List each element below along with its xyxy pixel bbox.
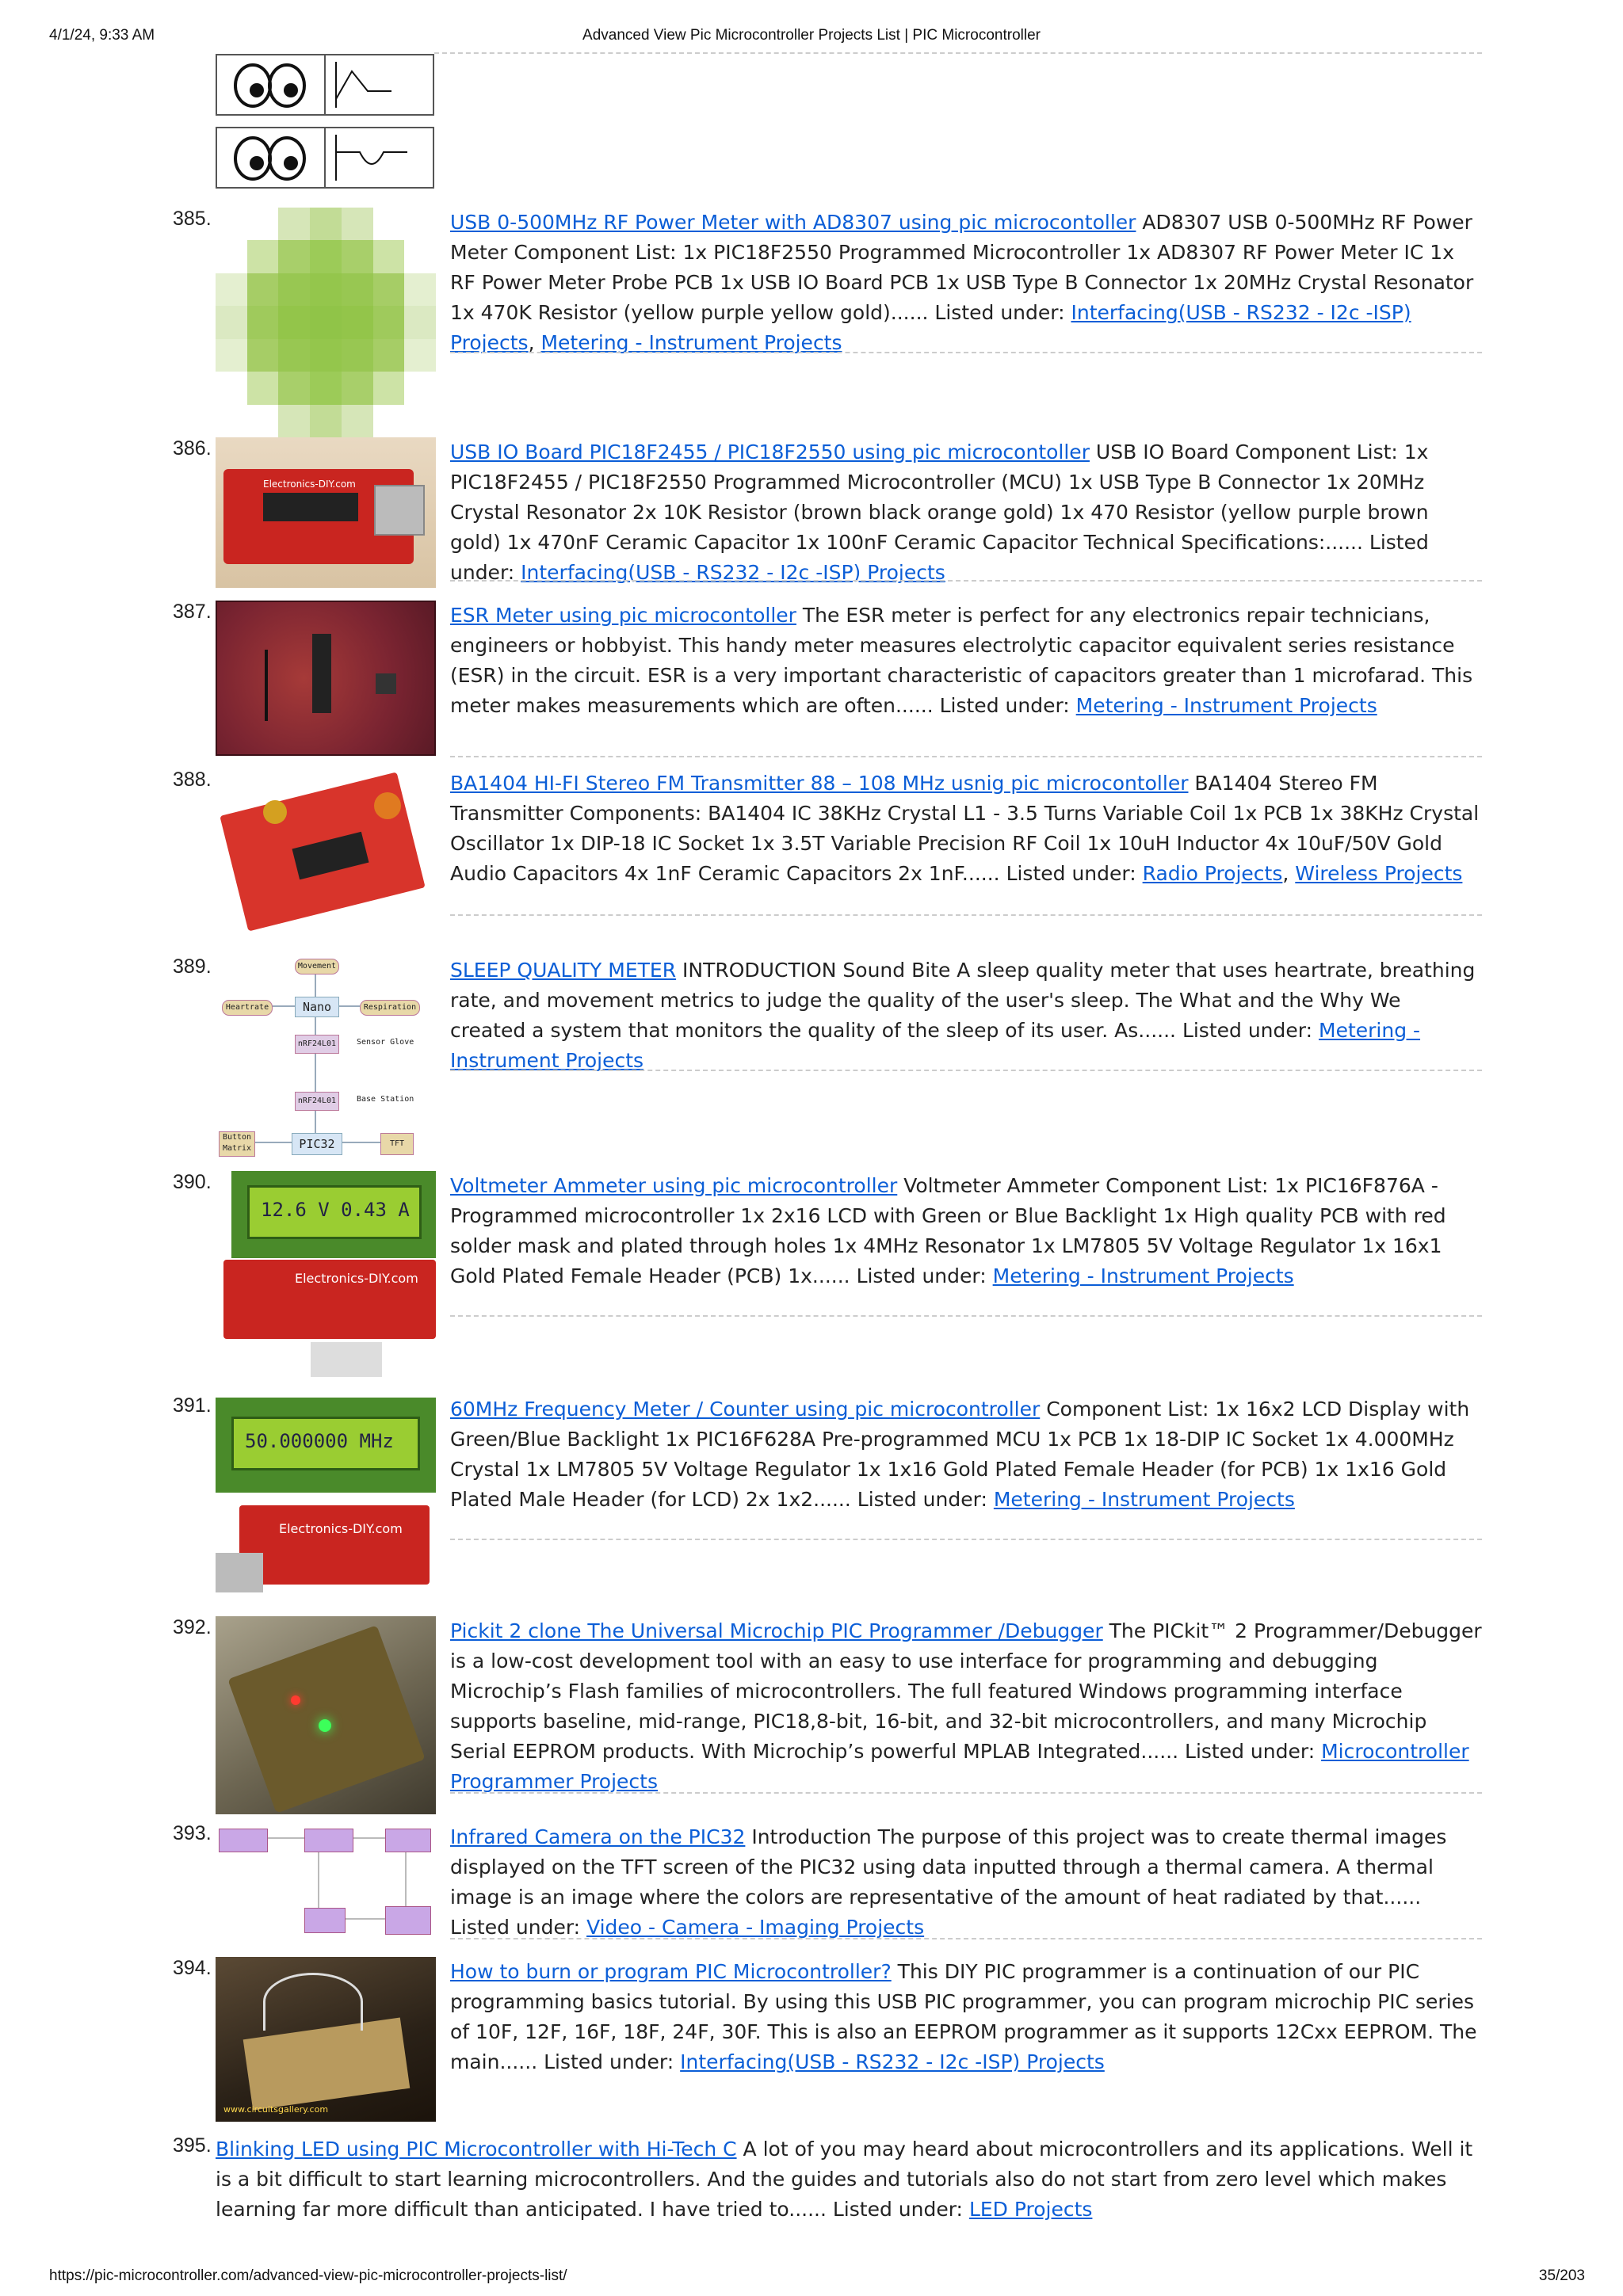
listed-label: Listed under: xyxy=(934,301,1065,324)
item-number: 390. xyxy=(173,1171,212,1193)
item-number: 395. xyxy=(173,2134,212,2157)
item-title-link[interactable]: ESR Meter using pic microcontoller xyxy=(450,604,796,627)
diagram-node: nRF24L01 xyxy=(295,1035,339,1054)
item-title-link[interactable]: Infrared Camera on the PIC32 xyxy=(450,1825,746,1848)
item-description: USB IO Board Component List: 1x PIC18F2455 / PIC18F2550 Programmed Microcontroller (MCU) 1x USB Type B Connector 1x 20MHz Crystal Resonator 2x 10K Resistor (brown black orange gold) 1x 470 Resistor (yellow purple brown gold) 1x 470nF Ceramic Capacitor 1x 100nF Ceramic Capacitor Technical Specifications:...... xyxy=(450,441,1429,554)
category-link[interactable]: Metering - Instrument Projects xyxy=(450,1019,1421,1072)
diagram-node: nRF24L01 xyxy=(295,1092,339,1111)
thumbnail-caption: Electronics-DIY.com xyxy=(279,1521,403,1536)
separator xyxy=(450,580,1482,582)
item-title-link[interactable]: Pickit 2 clone The Universal Microchip PIC Programmer /Debugger xyxy=(450,1619,1103,1642)
eye-graph-figure-2 xyxy=(216,127,434,189)
listed-label: Listed under: xyxy=(832,2198,963,2221)
item-description: A lot of you may heard about microcontrollers and its applications. Well it is a bit difficult to start learning microcontrollers. And the guides and tutorials also do not start from zero level which makes learning far more difficult than anticipated. I have tried to...... xyxy=(216,2138,1473,2221)
item-text: USB 0-500MHz RF Power Meter with AD8307 using pic microcontoller AD8307 USB 0-500MHz RF Power Meter Component List: 1x PIC18F2550 Programmed Microcontroller 1x AD8307 RF Power Meter IC 1x RF Power Meter Probe PCB 1x USB IO Board PCB 1x USB Type B Connector 1x 20MHz Crystal Resonator 1x 470K Resistor (yellow purple yellow gold)...... Listed under: Interfacing(USB - RS232 - I2c -ISP) Projects, Metering - Instrument Projects xyxy=(450,211,1474,354)
thumbnail-thermal-block-diagram[interactable] xyxy=(216,1822,436,1951)
separator xyxy=(450,1938,1482,1939)
item-number: 389. xyxy=(173,955,212,978)
project-item-393 xyxy=(173,1822,1482,1951)
thumbnail-esr-board[interactable] xyxy=(216,601,436,756)
listed-label: Listed under: xyxy=(1182,1019,1313,1042)
separator xyxy=(450,914,1482,916)
item-text xyxy=(450,1822,1482,1943)
category-link[interactable]: Metering - Instrument Projects xyxy=(1075,694,1377,717)
print-datetime: 4/1/24, 9:33 AM xyxy=(49,27,155,44)
thumbnail-usb-board[interactable] xyxy=(216,437,436,588)
item-title-link[interactable]: USB IO Board PIC18F2455 / PIC18F2550 using pic microcontoller xyxy=(450,441,1090,463)
item-description: This DIY PIC programmer is a continuation of our PIC programming basics tutorial. By using this USB PIC programmer, you can program microchip PIC series of 10F, 12F, 16F, 18F, 24F, 30F. This is also an EEPROM programmer as it supports 12Cxx EEPROM. The main...... xyxy=(450,1960,1477,2073)
separator xyxy=(450,352,1482,353)
category-link[interactable]: Interfacing(USB - RS232 - I2c -ISP) Projects xyxy=(521,561,945,584)
eye-graph-figure-1 xyxy=(216,54,434,116)
thumbnail-caption: Electronics-DIY.com xyxy=(263,479,356,490)
listed-label: Listed under: xyxy=(1185,1740,1316,1763)
diagram-node: TFT xyxy=(380,1133,414,1155)
thumbnail-blurred[interactable] xyxy=(216,208,436,437)
item-description: The ESR meter is perfect for any electronics repair technicians, engineers or hobbyist. This handy meter measures electrolytic capacitor equivalent series resistance (ESR) in the circuit. ESR is a very important characteristic of capacitors greater than 1 microfarad. This meter makes measurements which are often...... xyxy=(450,604,1473,717)
separator xyxy=(450,1539,1482,1540)
item-title-link[interactable]: SLEEP QUALITY METER xyxy=(450,959,677,982)
listed-label: Listed under: xyxy=(450,531,1429,584)
item-text xyxy=(450,601,1482,721)
item-description: Component List: 1x 16x2 LCD Display with Green/Blue Backlight 1x PIC16F628A Pre-programmed MCU 1x PCB 1x 18-DIP IC Socket 1x 4.000MHz Crystal 1x LM7805 5V Voltage Regulator 1x 1x16 Gold Plated Female Header (for PCB) 1x 1x16 Gold Plated Male Header (for LCD) 2x 1x2...... xyxy=(450,1398,1470,1511)
category-link[interactable]: Interfacing(USB - RS232 - I2c -ISP) Projects xyxy=(680,2050,1105,2073)
item-description: The PICkit™ 2 Programmer/Debugger is a low-cost development tool with an easy to use interface for programming and debugging Microchip’s Flash families of microcontrollers. The full featured Windows programming interface supports baseline, mid-range, PIC18,8-bit, 16-bit, and 32-bit microcontrollers, and many Microchip Serial EEPROM products. With Microchip’s powerful MPLAB Integrated...... xyxy=(450,1619,1482,1763)
category-link[interactable]: Radio Projects xyxy=(1142,862,1283,885)
item-text xyxy=(450,437,1482,588)
item-number: 388. xyxy=(173,769,212,791)
lcd-readout: 50.000000 MHz xyxy=(231,1417,420,1470)
category-link[interactable]: LED Projects xyxy=(968,2198,1093,2221)
item-description: Voltmeter Ammeter Component List: 1x PIC16F876A - Programmed microcontroller 1x 2x16 LCD with Green or Blue Backlight 1x High quality PCB with red solder mask and plated through holes 1x 4MHz Resonator 1x LM7805 5V Voltage Regulator 1x 16x1 Gold Plated Female Header (PCB) 1x...... xyxy=(450,1174,1446,1287)
diagram-node: Button Matrix xyxy=(219,1131,255,1157)
item-text xyxy=(216,2134,1482,2225)
diagram-node: PIC32 xyxy=(292,1133,342,1155)
separator xyxy=(450,1792,1482,1794)
page-title: Advanced View Pic Microcontroller Projects List | PIC Microcontroller xyxy=(582,27,1041,44)
listed-label: Listed under: xyxy=(1006,862,1136,885)
diagram-node: Nano xyxy=(295,997,339,1017)
separator xyxy=(434,52,1482,54)
thumbnail-usb-pic-programmer[interactable] xyxy=(216,1957,436,2122)
item-number: 385. xyxy=(173,208,212,230)
diagram-label: Base Station xyxy=(357,1095,414,1104)
item-text xyxy=(450,1616,1482,1797)
page-number: 35/203 xyxy=(1538,2267,1585,2284)
previous-item-figure xyxy=(216,54,434,189)
item-title-link[interactable]: Voltmeter Ammeter using pic microcontroller xyxy=(450,1174,898,1197)
item-number: 394. xyxy=(173,1957,212,1979)
listed-label: Listed under: xyxy=(450,1916,581,1939)
category-link[interactable]: Metering - Instrument Projects xyxy=(993,1488,1295,1511)
category-link[interactable]: Microcontroller Programmer Projects xyxy=(450,1740,1469,1793)
lcd-readout: 12.6 V 0.43 A xyxy=(247,1185,422,1239)
thumbnail-frequency-meter[interactable] xyxy=(216,1394,436,1602)
diagram-label: Sensor Glove xyxy=(357,1038,414,1047)
category-link[interactable]: Metering - Instrument Projects xyxy=(992,1264,1294,1287)
category-link[interactable]: Wireless Projects xyxy=(1295,862,1463,885)
item-description: AD8307 USB 0-500MHz RF Power Meter Component List: 1x PIC18F2550 Programmed Microcontroller 1x AD8307 RF Power Meter IC 1x RF Power Meter Probe PCB 1x USB IO Board PCB 1x USB Type B Connector 1x 20MHz Crystal Resonator 1x 470K Resistor (yellow purple yellow gold)...... xyxy=(450,211,1474,324)
listed-label: Listed under: xyxy=(857,1488,987,1511)
listed-label: Listed under: xyxy=(939,694,1070,717)
category-link[interactable]: Video - Camera - Imaging Projects xyxy=(586,1916,925,1939)
item-text xyxy=(450,955,1482,1076)
item-description: BA1404 Stereo FM Transmitter Components: BA1404 IC 38KHz Crystal L1 - 3.5 Turns Variable Coil 1x PCB 1x 38KHz Crystal Oscillator 1x DIP-18 IC Socket 1x 3.5T Variable Precision RF Coil 1x 10uH Inductor 4x 10uF/50V Gold Audio Capacitors 4x 1nF Ceramic Capacitors 2x 1nF...... xyxy=(450,772,1480,885)
listed-label: Listed under: xyxy=(856,1264,987,1287)
item-number: 386. xyxy=(173,437,212,460)
separator xyxy=(450,1315,1482,1317)
item-title-link[interactable]: How to burn or program PIC Microcontroller? xyxy=(450,1960,892,1983)
item-number: 387. xyxy=(173,601,212,623)
diagram-node: Heartrate xyxy=(222,1000,273,1016)
category-link[interactable]: Metering - Instrument Projects xyxy=(540,331,842,354)
item-title-link[interactable]: USB 0-500MHz RF Power Meter with AD8307 using pic microcontoller xyxy=(450,211,1136,234)
item-description: Introduction The purpose of this project was to create thermal images displayed on the TFT screen of the PIC32 using data inputted through a thermal camera. A thermal image is an image where the colors are representative of the amount of heat radiated by that...... xyxy=(450,1825,1447,1909)
item-text xyxy=(450,1957,1482,2077)
project-item-389 xyxy=(173,955,1482,1158)
print-url: https://pic-microcontroller.com/advanced-view-pic-microcontroller-projects-list/ xyxy=(49,2267,567,2284)
thumbnail-fm-transmitter[interactable] xyxy=(216,769,436,938)
diagram-node: Respiration xyxy=(360,1000,420,1016)
item-text: BA1404 HI-FI Stereo FM Transmitter 88 – 108 MHz usnig pic microcontoller BA1404 Stereo FM Transmitter Components: BA1404 IC 38KHz Crystal L1 - 3.5 Turns Variable Coil 1x PCB 1x 38KHz Crystal Oscillator 1x DIP-18 IC Socket 1x 3.5T Variable Precision RF Coil 1x 10uH Inductor 4x 10uF/50V Gold Audio Capacitors 4x 1nF Ceramic Capacitors 2x 1nF...... Listed under: Radio Projects, Wireless Projects xyxy=(450,772,1480,885)
item-text xyxy=(450,1171,1482,1291)
item-description: INTRODUCTION Sound Bite A sleep quality meter that uses heartrate, breathing rate, and movement metrics to judge the quality of the user's sleep. The What and the Why We created a system that monitors the quality of the sleep of its user. As...... xyxy=(450,959,1476,1042)
item-title-link[interactable]: BA1404 HI-FI Stereo FM Transmitter 88 – 108 MHz usnig pic microcontoller xyxy=(450,772,1189,795)
project-item-392 xyxy=(173,1616,1482,1814)
thumbnail-pickit2-clone[interactable] xyxy=(216,1616,436,1814)
item-number: 393. xyxy=(173,1822,212,1844)
separator xyxy=(450,756,1482,757)
item-title-link[interactable]: Blinking LED using PIC Microcontroller with Hi-Tech C xyxy=(216,2138,737,2161)
item-number: 391. xyxy=(173,1394,212,1417)
item-title-link[interactable]: 60MHz Frequency Meter / Counter using pic microcontroller xyxy=(450,1398,1041,1421)
diagram-node: Movement xyxy=(295,959,339,974)
thumbnail-caption: Electronics-DIY.com xyxy=(295,1271,418,1286)
thumbnail-watermark: www.circuitsgallery.com xyxy=(223,2104,329,2115)
thumbnail-block-diagram[interactable] xyxy=(216,955,436,1158)
thumbnail-voltmeter[interactable] xyxy=(216,1171,436,1380)
category-link[interactable]: Interfacing(USB - RS232 - I2c -ISP) Projects xyxy=(450,301,1411,354)
listed-label: Listed under: xyxy=(544,2050,674,2073)
separator xyxy=(450,1070,1482,1071)
item-number: 392. xyxy=(173,1616,212,1638)
item-text xyxy=(450,1394,1482,1515)
